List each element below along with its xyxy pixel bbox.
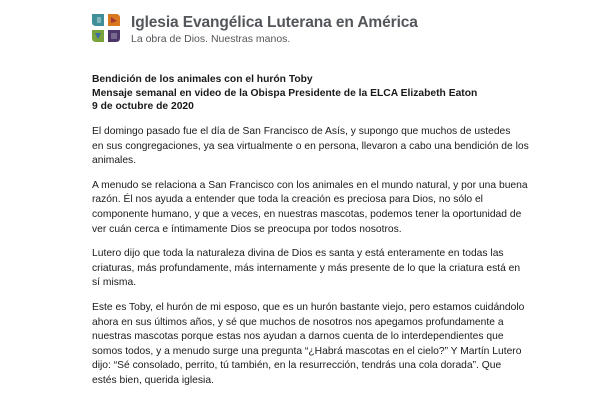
- paragraph: [92, 125, 529, 169]
- document-subtitle: Mensaje semanal en video de la Obispa Presidente de la ELCA Elizabeth Eaton: [92, 87, 478, 99]
- paragraph-line: estés bien, querida iglesia.: [92, 374, 214, 386]
- paragraph-line: sí misma.: [92, 277, 137, 289]
- document-date: 9 de octubre de 2020: [92, 101, 194, 112]
- paragraph-line: El domingo pasado fue el día de San Francisco de Asís, y supongo que muchos de ustedes: [92, 126, 511, 137]
- paragraph: [92, 301, 525, 389]
- org-name: Iglesia Evangélica Luterana en América: [131, 14, 418, 31]
- paragraph: [92, 179, 528, 237]
- document-title: Bendición de los animales con el hurón Toby: [92, 74, 313, 85]
- paragraph-line: criaturas, más profundamente, más internamente y más presente de lo que la criatura está en: [92, 262, 521, 274]
- paragraph-line: nuestras mascotas porque estas nos ayudan a darnos cuenta de lo interdependientes que: [92, 331, 504, 343]
- paragraph-line: razón. Él nos ayuda a entender que toda la creación es preciosa para Dios, no sólo el: [92, 194, 483, 206]
- paragraph-line: ahora en sus últimos años, y sé que muchos de nosotros nos apegamos profundamente a: [92, 316, 504, 328]
- paragraph-line: Lutero dijo que toda la naturaleza divina de Dios es santa y está enteramente en todas las: [92, 248, 504, 260]
- paragraph-line: ver cuán cerca e íntimamente Dios se preocupa por todos nosotros.: [92, 223, 402, 235]
- document-heading: [92, 73, 477, 114]
- paragraph: [92, 247, 522, 291]
- paragraph-line: somos todos, y a menudo surge una pregunta “¿Habrá mascotas en el cielo?” Y Martín Lutero: [92, 345, 522, 357]
- paragraph-line: dijo: “Sé consolado, perrito, tú también, en la resurrección, tendrás una cola dorada”. Que: [92, 360, 502, 372]
- paragraph-line: animales.: [92, 155, 137, 167]
- paragraph-line: en sus congregaciones, ya sea virtualmente o en persona, llevaron a cabo una bendición de los: [92, 140, 529, 152]
- elca-cross-icon: [89, 11, 123, 45]
- paragraph-line: componente humano, y que a veces, en nuestras mascotas, podemos tener la oportunidad de: [92, 208, 522, 220]
- paragraph-line: Este es Toby, el hurón de mi esposo, que es un hurón bastante viejo, pero estamos cuidándolo: [92, 301, 525, 313]
- paragraph-line: A menudo se relaciona a San Francisco con los animales en el mundo natural, y por una buena: [92, 179, 528, 191]
- org-logo: [89, 11, 418, 47]
- org-tagline: La obra de Dios. Nuestras manos.: [131, 33, 291, 45]
- document-body: [92, 125, 529, 399]
